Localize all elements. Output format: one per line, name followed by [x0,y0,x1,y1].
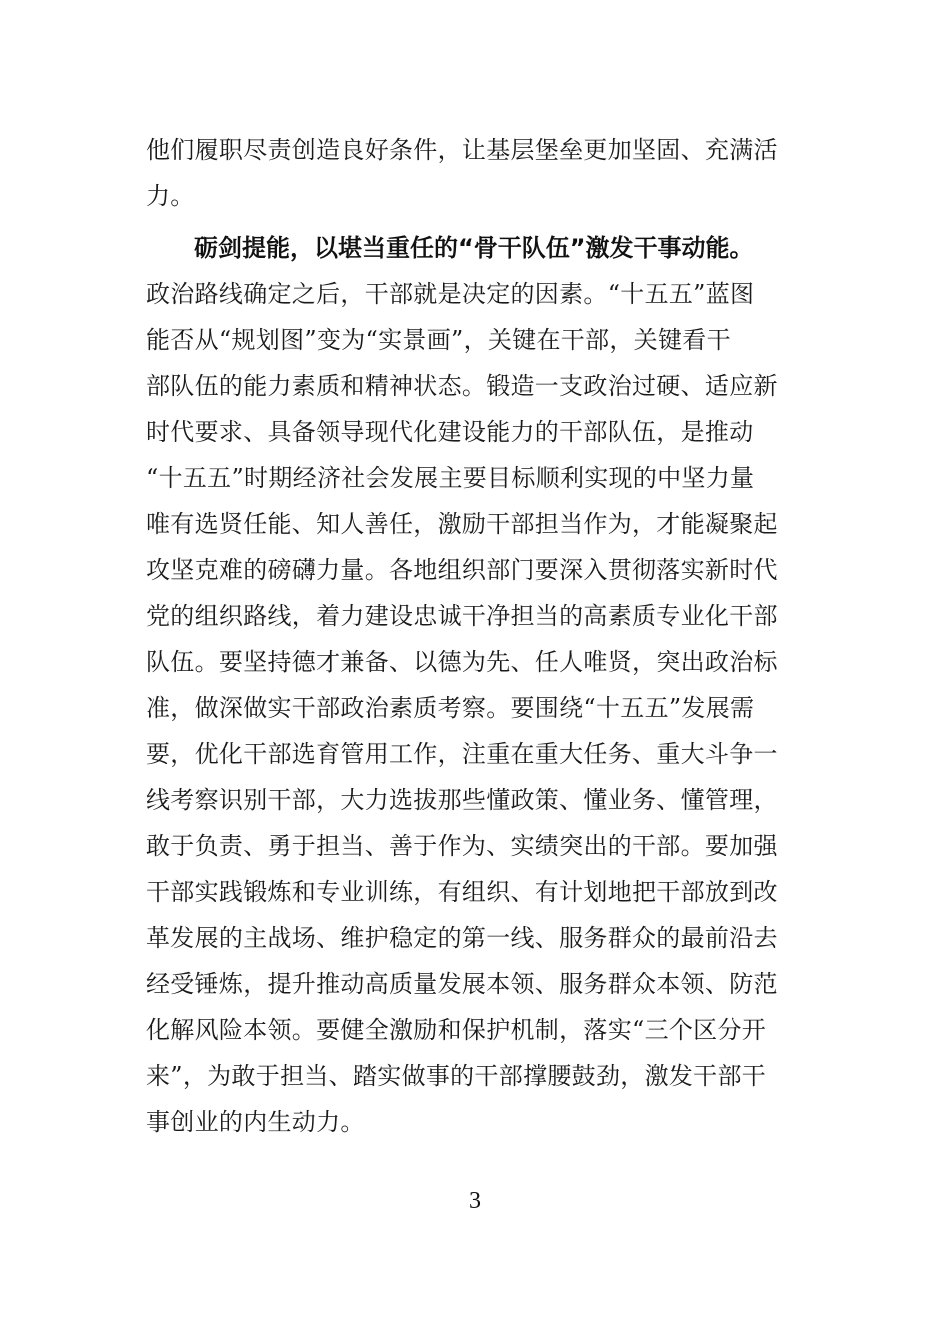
body-line: 来”，为敢于担当、踏实做事的干部撑腰鼓劲，激发干部干 [146,1062,767,1090]
body-line: 能否从“规划图”变为“实景画”，关键在干部，关键看干 [146,326,731,354]
body-line: 他们履职尽责创造良好条件，让基层堡垒更加坚固、充满活 [146,136,778,164]
body-line: 革发展的主战场、维护稳定的第一线、服务群众的最前沿去 [146,924,778,952]
body-line: 党的组织路线，着力建设忠诚干净担当的高素质专业化干部 [146,602,778,630]
body-line: 干部实践锻炼和专业训练，有组织、有计划地把干部放到改 [146,878,778,906]
body-line: 唯有选贤任能、知人善任，激励干部担当作为，才能凝聚起 [146,510,778,538]
body-line: 经受锤炼，提升推动高质量发展本领、服务群众本领、防范 [146,970,778,998]
section-heading: 砺剑提能，以堪当重任的“骨干队伍”激发干事动能。 [194,234,754,262]
body-line: 时代要求、具备领导现代化建设能力的干部队伍，是推动 [146,418,754,446]
body-line: 队伍。要坚持德才兼备、以德为先、任人唯贤，突出政治标 [146,648,778,676]
body-line: 力。 [146,182,195,210]
body-line: 敢于负责、勇于担当、善于作为、实绩突出的干部。要加强 [146,832,778,860]
body-line: 化解风险本领。要健全激励和保护机制，落实“三个区分开 [146,1016,767,1044]
body-line: 部队伍的能力素质和精神状态。锻造一支政治过硬、适应新 [146,372,778,400]
body-line: 准，做深做实干部政治素质考察。要围绕“十五五”发展需 [146,694,755,722]
body-line: 政治路线确定之后，干部就是决定的因素。“十五五”蓝图 [146,280,755,308]
document-body [146,127,808,1145]
body-line: 事创业的内生动力。 [146,1108,365,1136]
body-line: 线考察识别干部，大力选拔那些懂政策、懂业务、懂管理， [146,786,778,814]
body-line: “十五五”时期经济社会发展主要目标顺利实现的中坚力量 [146,464,755,492]
page-number: 3 [469,1188,481,1214]
body-line: 攻坚克难的磅礴力量。各地组织部门要深入贯彻落实新时代 [146,556,778,584]
body-line: 要，优化干部选育管用工作，注重在重大任务、重大斗争一 [146,740,778,768]
